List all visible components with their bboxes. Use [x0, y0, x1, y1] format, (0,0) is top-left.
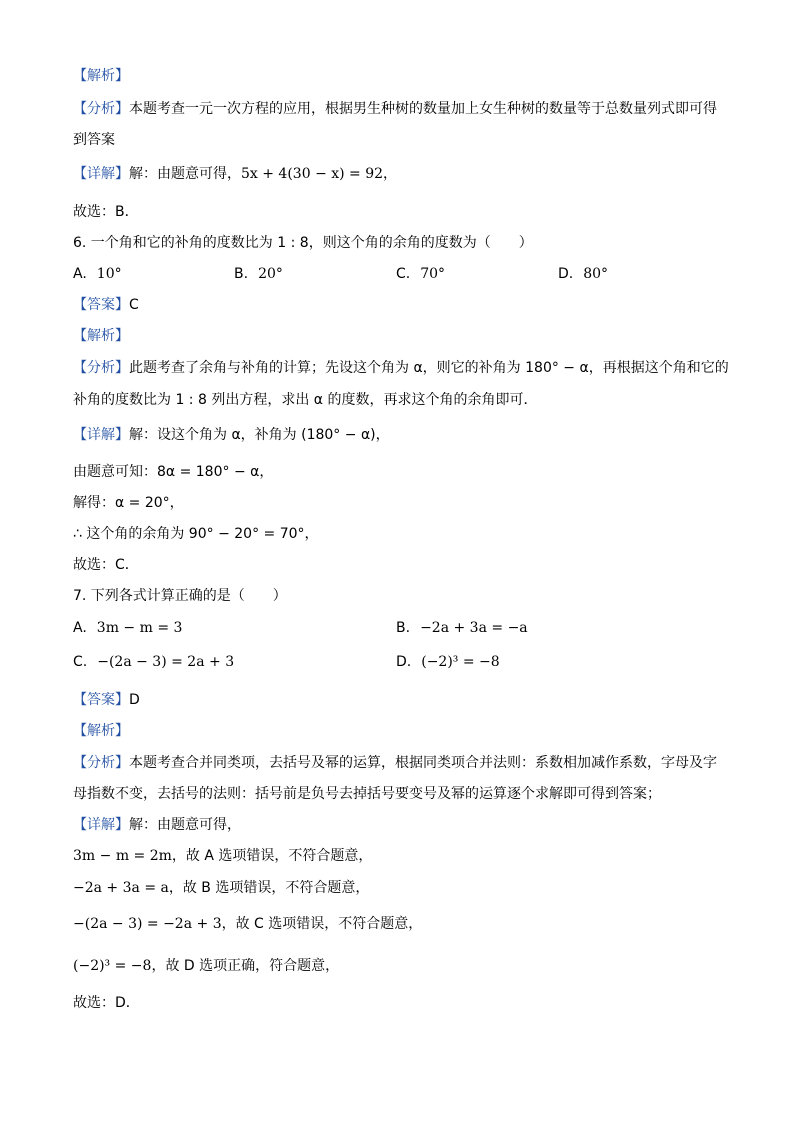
- option-text: 80°: [583, 266, 609, 282]
- q7-fenxi-line-2: [73, 784, 661, 804]
- fenxi-text: 本题考查一元一次方程的应用，根据男生种树的数量加上女生种树的数量等于总数量列式即可得: [129, 101, 717, 117]
- solution-step: ∴ 这个角的余角为 90° − 20° = 70°，: [73, 526, 319, 542]
- option-text: −(2a − 3) = 2a + 3: [97, 654, 235, 670]
- question-stem: 6. 一个角和它的补角的度数比为 1 : 8，则这个角的余角的度数为（ ）: [73, 235, 533, 251]
- q5-xiangjie-line: [73, 164, 397, 184]
- xiangjie-text: 解：由题意可得，: [129, 817, 241, 833]
- xiangjie-tag: 【详解】: [73, 817, 129, 833]
- q6-fenxi-line-2: [73, 390, 537, 410]
- q7-option-a: [73, 618, 182, 638]
- fenxi-tag: 【分析】: [73, 360, 129, 376]
- step-equation: −(2a − 3) = −2a + 3: [73, 916, 222, 932]
- q7-step-b: [73, 878, 369, 898]
- xiangjie-tag: 【详解】: [73, 427, 129, 443]
- q7-answer: [73, 690, 140, 710]
- step-comment: ，故 A 选项错误，不符合题意，: [171, 848, 373, 864]
- solution-step: 解得：α = 20°，: [73, 495, 184, 511]
- q5-fenxi-line-2: [73, 130, 115, 150]
- q5-choose: [73, 202, 139, 222]
- q7-analysis-heading: [73, 721, 129, 741]
- q7-step-a: [73, 846, 372, 866]
- option-letter: C.: [396, 266, 411, 282]
- q7-choose: [73, 993, 140, 1013]
- solution-step: 由题意可知：8α = 180° − α，: [73, 464, 274, 480]
- xiangjie-tag: 【详解】: [73, 166, 129, 182]
- option-text: (−2)³ = −8: [421, 654, 500, 670]
- fenxi-text: 此题考查了余角与补角的计算；先设这个角为 α，则它的补角为 180° − α，再根据这个角和它的: [129, 360, 729, 376]
- step-equation: 3m − m = 2m: [73, 848, 172, 864]
- q7-option-d: [396, 652, 500, 672]
- option-letter: B.: [234, 266, 249, 282]
- xiangjie-text: 解：设这个角为 α，补角为 (180° − α)，: [129, 427, 390, 443]
- step-comment: ，故 B 选项错误，不符合题意，: [168, 880, 370, 896]
- analysis-tag: 【解析】: [73, 723, 129, 739]
- analysis-tag: 【解析】: [73, 328, 129, 344]
- option-letter: A.: [73, 620, 87, 636]
- q7-step-d: [73, 956, 339, 976]
- option-text: 20°: [258, 266, 283, 282]
- option-letter: D.: [558, 266, 574, 282]
- q6-option-c: [396, 264, 445, 284]
- q6-step-3: [73, 524, 319, 544]
- choose-text: 故选：B．: [73, 204, 139, 220]
- answer-value: C: [129, 297, 139, 313]
- q6-analysis-heading: [73, 326, 129, 346]
- q6-step-1: [73, 462, 273, 482]
- q6-answer: [73, 295, 139, 315]
- q7-fenxi-line-1: [73, 753, 717, 773]
- option-text: 10°: [96, 266, 122, 282]
- analysis-tag: 【解析】: [73, 68, 129, 84]
- fenxi-tag: 【分析】: [73, 101, 129, 117]
- fenxi-text: 本题考查合并同类项，去括号及幂的运算，根据同类项合并法则：系数相加减作系数，字母及字: [129, 755, 717, 771]
- step-comment: ，故 D 选项正确，符合题意，: [151, 958, 340, 974]
- option-text: 3m − m = 3: [96, 620, 183, 636]
- option-letter: A.: [73, 266, 87, 282]
- q6-choose: [73, 555, 139, 575]
- q5-fenxi-line-1: [73, 99, 717, 119]
- step-equation: (−2)³ = −8: [73, 958, 152, 974]
- q7-step-c: [73, 914, 422, 934]
- q6-option-b: [234, 264, 283, 284]
- fenxi-tag: 【分析】: [73, 755, 129, 771]
- q6-stem: [73, 233, 533, 253]
- choose-text: 故选：D．: [73, 995, 140, 1011]
- q6-fenxi-line-1: [73, 358, 729, 378]
- step-equation: −2a + 3a = a: [73, 880, 169, 896]
- choose-text: 故选：C．: [73, 557, 139, 573]
- option-letter: C.: [73, 654, 88, 670]
- fenxi-text: 到答案: [73, 132, 115, 148]
- step-comment: ，故 C 选项错误，不符合题意，: [221, 916, 423, 932]
- q6-step-2: [73, 493, 184, 513]
- q6-xiangjie-line: [73, 425, 390, 445]
- q5-analysis-heading: [73, 66, 129, 86]
- q6-option-a: [73, 264, 122, 284]
- option-text: 70°: [420, 266, 446, 282]
- option-text: −2a + 3a = −a: [420, 620, 528, 636]
- option-letter: B.: [396, 620, 411, 636]
- q7-stem: [73, 586, 287, 606]
- q7-option-b: [396, 618, 528, 638]
- fenxi-text: 母指数不变，去括号的法则：括号前是负号去掉括号要变号及幂的运算逐个求解即可得到答案；: [73, 786, 661, 802]
- xiangjie-text: 解：由题意可得，: [129, 166, 241, 182]
- answer-tag: 【答案】: [73, 297, 129, 313]
- answer-tag: 【答案】: [73, 692, 129, 708]
- q7-xiangjie-line: [73, 815, 241, 835]
- answer-value: D: [129, 692, 140, 708]
- q6-option-d: [558, 264, 608, 284]
- option-letter: D.: [396, 654, 412, 670]
- q7-option-c: [73, 652, 234, 672]
- question-stem: 7. 下列各式计算正确的是（ ）: [73, 588, 287, 604]
- fenxi-text: 补角的度数比为 1 : 8 列出方程，求出 α 的度数，再求这个角的余角即可．: [73, 392, 538, 408]
- equation: 5x + 4(30 − x) = 92，: [241, 166, 398, 182]
